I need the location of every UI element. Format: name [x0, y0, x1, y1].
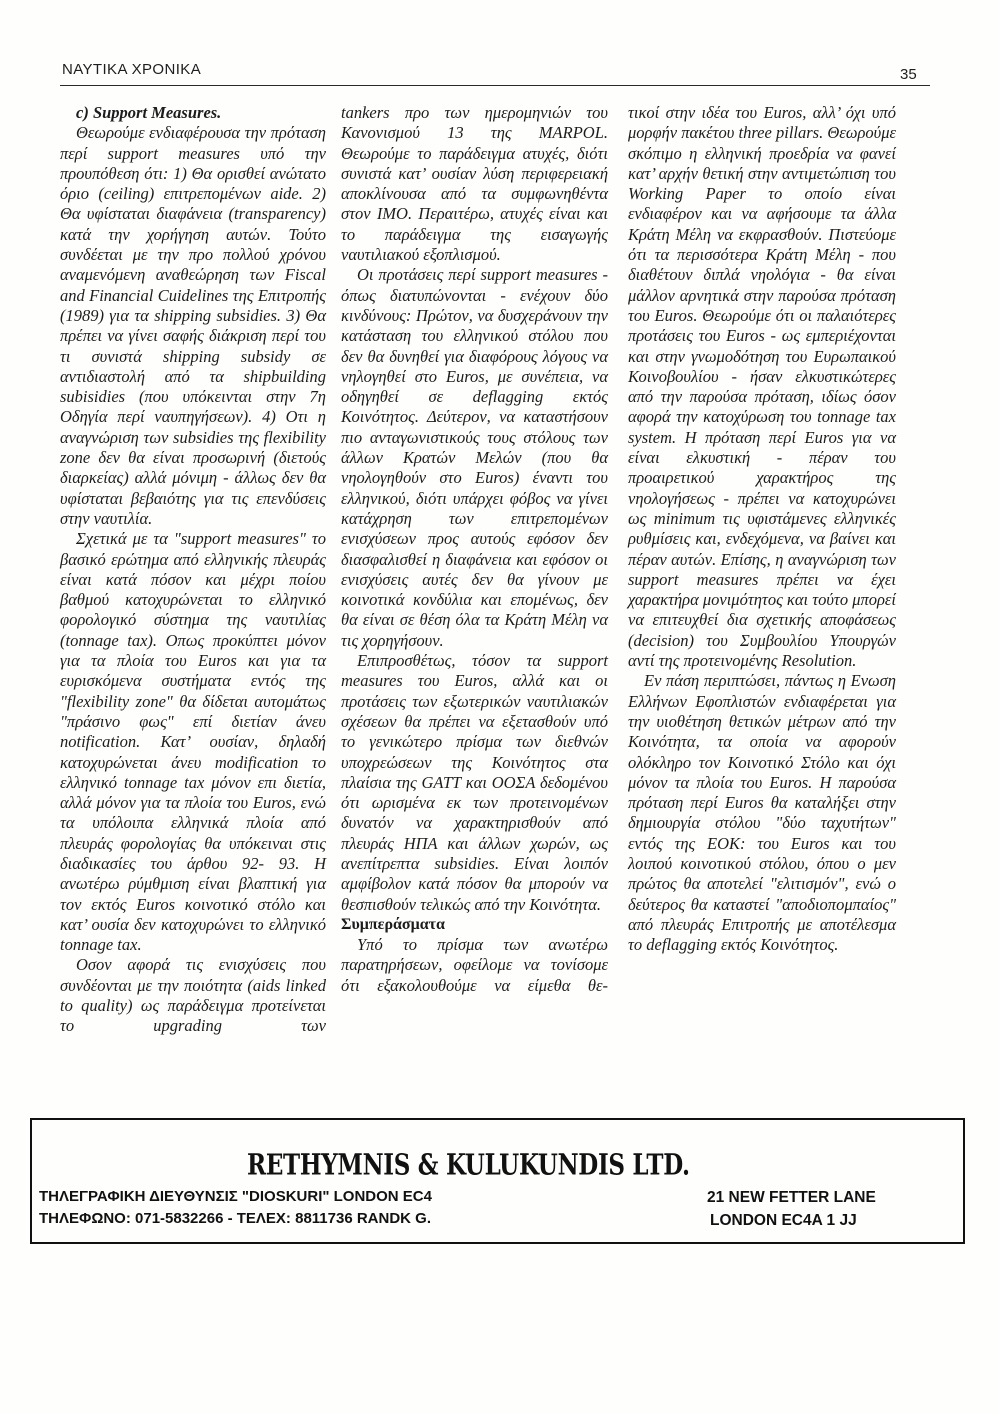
paragraph: Επιπροσθέτως, τόσον τα support measures του Euros, αλλά και οι προτάσεις των εξωτερικών ναυτιλιακών σχέσεων θα πρέπει να εξετασθούν υπό το γενικώτερο πρίσμα των διεθνών υποχρεώσεων της Κοινότητος στα πλαίσια της GATT και ΟΟΣΑ δεδομένου ότι ωρισμένα εκ των προτεινομένων δυνατόν να χαρακτηρισθούν από πλευράς ΗΠΑ και άλλων χωρών, ως ανεπίτρεπτα subsidies. Είναι λοιπόν αμφίβολον κατά πόσον θα μπορούν να θεσπισθούν τελικώς από την Κοινότητα. [341, 651, 608, 914]
advertisement-box [30, 1118, 965, 1244]
conclusions-heading: Συμπεράσματα [341, 915, 445, 933]
header-rule [60, 85, 930, 86]
paragraph: Θεωρούμε ενδιαφέρουσα την πρόταση περί support measures υπό την προυπόθεση ότι: 1) Θα ορισθεί ανώτατο όριο (ceiling) επιτρεπομένων aide. 2) Θα υφίσταται διαφάνεια (transparency) κατά την χορήγηση αυτών. Τούτο συνδέεται με την προ πολλού χρόνου αναμενόμενη αναθεώρηση των Fiscal and Financial Cuidelines της Επιτροπής (1989) για τα shipping subsidies. 3) Θα πρέπει να γίνει σαφής διάκριση περί του τι συνιστά shipping subsidy σε αντιδιαστολή από τα shipbuilding subisidies (που υπόκεινται στην 7η Οδηγία περί ναυπηγήσεων). 4) Οτι η αναγνώριση των subsidies της flexibility zone δεν θα είναι προσωρινή (διετούς διαρκείας) αλλά μόνιμη - άλλως δεν θα υφίσταται βεβαιότης για τις επενδύσεις στην ναυτιλία. [60, 123, 326, 528]
paragraph: τικοί στην ιδέα του Euros, αλλ’ όχι υπό μορφήν πακέτου three pillars. Θεωρούμε σκόπιμο η ελληνική προεδρία να φανεί κατ’ αρχήν θετική στην αντιμετώπιση του Working Paper το οποίο είναι ενδιαφέρον και να αφήσουμε τα άλλα Κράτη Μέλη να εκφρασθούν. Πιστεύομε ότι τα περισσότερα Κράτη Μέλη - που διαθέτουν διπλά νηολόγια - θα είναι μάλλον αρνητικά στην παρούσα πρόταση του Euros. Θεωρούμε ότι οι παλαιότερες προτάσεις του Euros - ως εμπεριέχονται και στην γνωμοδότηση του Ευρωπαικού Κοινοβουλίου - ήσαν ελκυστικώτερες από την παρούσα πρόταση, ιδίως όσον αφορά την κατοχύρωση του tonnage tax system. Η πρόταση περί Euros για να είναι ελκυστική - πέραν του προαιρετικού χαρακτήρος της νηολογήσεως - πρέπει να κατοχυρώνει ως minimum τις υφιστάμενες ελληνικές ρυθμίσεις και, ενδεχόμενα, να βαίνει και πέραν αυτών. Επίσης, η αναγνώριση των support measures πρέπει να έχει χαρακτήρα μονιμότητος και τούτο μπορεί να επιτευχθεί δια σχετικής αποφάσεως (decision) του Συμβουλίου Υπουργών αντί της προτεινομένης Resolution. [628, 103, 897, 671]
text-column-2 [341, 103, 608, 996]
paragraph: Υπό το πρίσμα των ανωτέρω παρατηρήσεων, οφείλομε να τονίσομε ότι εξακολουθούμε να είμεθα θε- [341, 935, 608, 995]
ad-address-line-1: 21 NEW FETTER LANE [707, 1189, 876, 1206]
paragraph: Σχετικά με τα "support measures" το βασικό ερώτημα από ελληνικής πλευράς είναι κατά πόσον και μέχρι ποίου βαθμού κατοχυρώνεται το ελληνικό φορολογικό σύστημα της ναυτιλίας (tonnage tax). Οπως προκύπτει μόνον για τα πλοία του Euros και για τα ευρισκόμενα συστήματα εντός της "flexibility zone" θα δίδεται αυτομάτως "πράσινο φως" επί διετίαν άνευ notification. Κατ’ ουσίαν, δηλαδή κατοχυρώνεται άνευ modification το ελληνικό tonnage tax μόνον επι διετία, αλλά μόνον για τα πλοία του Euros, ενώ τα υπόλοιπα ελληνικά πλοία από πλευράς φορολογίας θα υπόκειναι στις διαδικασίες του άρθου 92- 93. Η ανωτέρω ρύμθμιση είναι βλαπτική για τον εκτός Euros κοινοτικό στόλο και κατ’ ουσία δεν κατοχυρώνει το ελληνικό tonnage tax. [60, 529, 326, 955]
paragraph: Εν πάση περιπτώσει, πάντως η Ενωση Ελλήνων Εφοπλιστών ενδιαφέρεται για την υιοθέτηση θετικών μέτρων από την Κοινότητα, τα οποία να αφορούν ολόκληρο τον Κοινοτικό Στόλο και όχι μόνον τα πλοία του Euros. Η παρούσα πρόταση περί Euros θα καταλήξει στην δημιουργία στόλου "δύο ταχυτήτων" εντός της ΕΟΚ: του Euros και του λοιπού κοινοτικού στόλου, όπου ο μεν πρώτος θα αποτελεί "ελιτισμόν", ενώ ο δεύτερος θα καταστεί "αποδιοπομπαίος" από πλευράς Επιτροπής με αποτέλεσμα το deflagging εκτός Κοινότητος. [628, 671, 896, 955]
publication-title: ΝΑΥΤΙΚΑ ΧΡΟΝΙΚΑ [62, 61, 202, 78]
section-heading: c) Support Measures. [76, 103, 222, 122]
paragraph: Οσον αφορά τις ενισχύσεις που συνδέονται με την ποιότητα (aids linked to quality) ως παράδειγμα προτείνεται το upgrading των [60, 955, 326, 1036]
paragraph: Οι προτάσεις περί support measures - όπως διατυπώνονται - ενέχουν δύο κινδύνους: Πρώτον, να δυσχεράνουν την κατάσταση του ελληνικού στόλου που δεν θα δυνηθεί για διαφόρους λόγους να νηλογηθεί στο Euros, με συνέπεια, να οδηγηθεί σε deflagging εκτός Κοινότητος. Δεύτερον, να καταστήσουν πιο ανταγωνιστικούς τους στόλους των άλλων Κρατών Μελών (που θα νηολογηθούν στο Euros) έναντι του ελληνικού, διότι υπάρχει φόβος να γίνει κατάχρηση των επιτρεπομένων ενισχύσεων προς αυτούς εφόσον δεν διασφαλισθεί η διαφάνεια και εφόσον οι ενισχύσεις αυτές δεν θα γίνουν με κοινοτικά κονδύλια και επομένως, δεν θα είναι σε θέση όλα τα Κράτη Μέλη να τις χορηγήσουν. [341, 265, 608, 650]
paragraph: tankers προ των ημερομηνιών του Κανονισμού 13 της MARPOL. Θεωρούμε το παράδειγμα ατυχές, διότι συνιστά κατ’ ουσίαν λύση περιφερειακή αποκλίνουσα από τα συμφωνηθέντα στον IMO. Περαιτέρω, ατυχές είναι και το παράδειγμα της εισαγωγής ναυτιλιακού εξοπλισμού. [341, 103, 608, 265]
ad-telegraphic-address: ΤΗΛΕΓΡΑΦΙΚΗ ΔΙΕΥΘΥΝΣΙΣ "DIOSKURI" LONDON EC4 [39, 1188, 432, 1205]
text-column-1 [60, 103, 326, 1037]
text-column-3 [628, 103, 896, 955]
ad-company-name: RETHYMNIS & KULUKUNDIS LTD. [247, 1148, 690, 1182]
ad-address-line-2: LONDON EC4A 1 JJ [710, 1212, 857, 1229]
ad-phone-telex: ΤΗΛΕΦΩΝΟ: 071-5832266 - ΤΕΛΕΧ: 8811736 RANDK G. [39, 1210, 431, 1227]
page-number: 35 [900, 66, 917, 83]
